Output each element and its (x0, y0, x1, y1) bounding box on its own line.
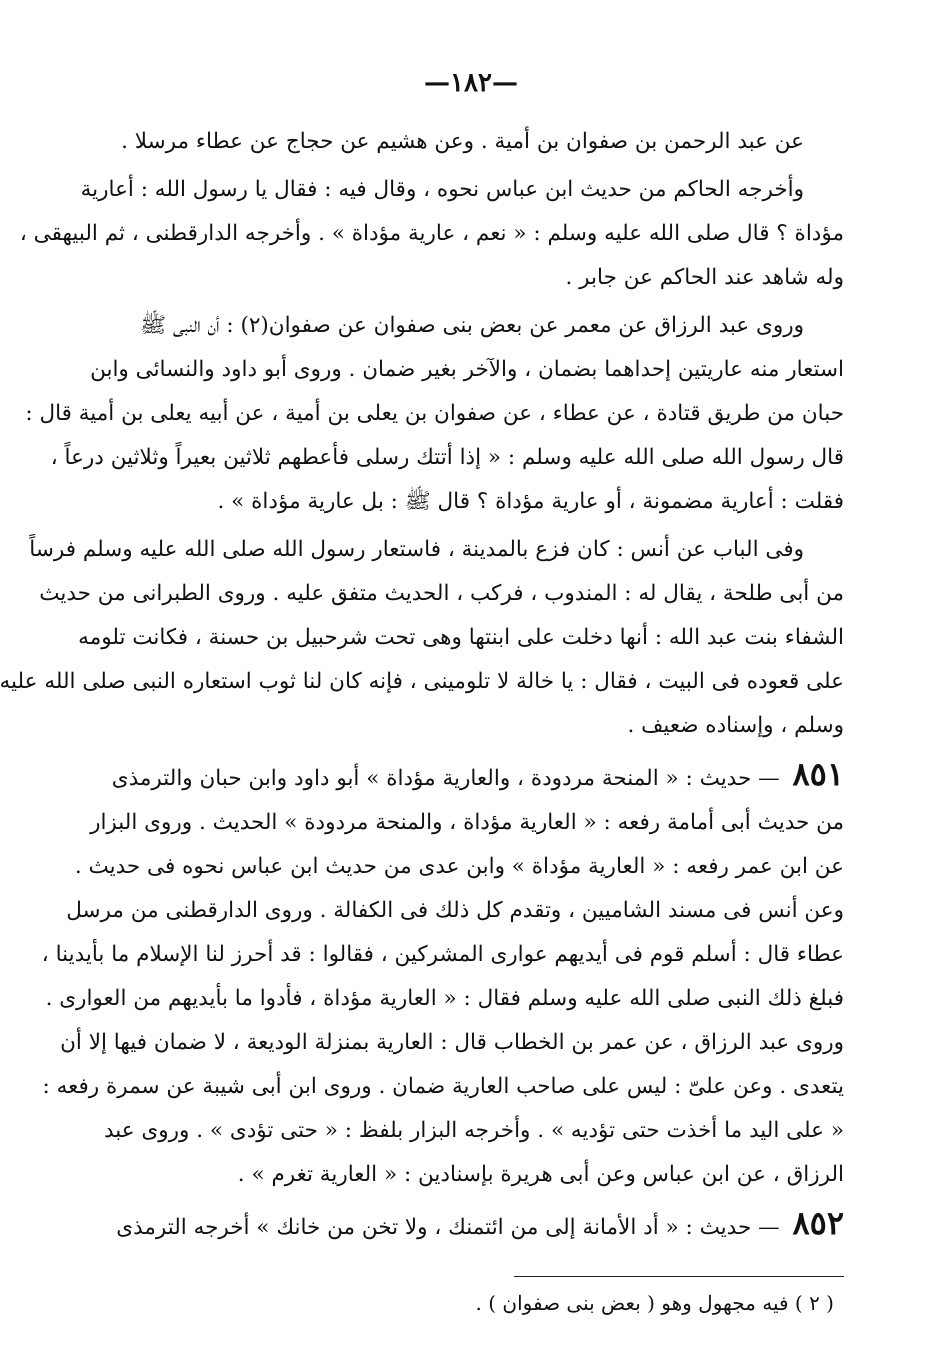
footnote-divider (514, 1276, 844, 1277)
text-line: حبان من طريق قتادة ، عن عطاء ، عن صفوان بن يعلى بن أمية ، عن أبيه يعلى بن أمية قال : (25, 401, 844, 426)
hadith-text: — حديث : « أد الأمانة إلى من ائتمنك ، ولا تخن من خانك » أخرجه الترمذى (116, 1215, 780, 1240)
text-line: وله شاهد عند الحاكم عن جابر . (565, 265, 844, 290)
text-line (98, 752, 844, 801)
text-line: الشفاء بنت عبد الله : أنها دخلت على ابنتها وهى تحت شرحبيل بن حسنة ، فكانت تلومه (78, 625, 844, 650)
hadith-text: — حديث : « المنحة مردودة ، والعارية مؤداة » أبو داود وابن حبان والترمذى (111, 766, 780, 791)
hadith-entry (98, 1201, 844, 1250)
text-line: وروى عبد الرزاق ، عن عمر بن الخطاب قال : العارية بمنزلة الوديعة ، لا ضمان فيها إلا أن (60, 1030, 844, 1055)
text-line: من أبى طلحة ، يقال له : المندوب ، فركب ، الحديث متفق عليه . وروى الطبرانى من حديث (39, 581, 844, 606)
text-line: قال رسول الله صلى الله عليه وسلم : « إذا أتتك رسلى فأعطهم ثلاثين بعيراً وثلاثين درعاً ، (50, 445, 844, 470)
paragraph (25, 304, 844, 524)
text-line: مؤداة ؟ قال صلى الله عليه وسلم : « نعم ، عارية مؤداة » . وأخرجه الدارقطنى ، ثم البيهقى ، (19, 221, 844, 246)
text-line (98, 1201, 844, 1250)
text-line: عطاء قال : أسلم قوم فى أيديهم عوارى المشركين ، فقالوا : قد أحرز لنا الإسلام ما بأيدينا ، (41, 942, 844, 967)
text-line: وروى عبد الرزاق عن معمر عن بعض بنى صفوان عن صفوان(٢) : أن النبى ﷺ (140, 313, 804, 338)
text-line: فبلغ ذلك النبى صلى الله عليه وسلم فقال : « العارية مؤداة ، فأدوا ما بأيديهم من العوارى . (45, 986, 844, 1011)
text-line: وأخرجه الحاكم من حديث ابن عباس نحوه ، وقال فيه : فقال يا رسول الله : أعارية (80, 177, 804, 202)
text-line: عن ابن عمر رفعه : « العارية مؤداة » وابن عدى من حديث ابن عباس نحوه فى حديث . (74, 854, 844, 879)
text-line: من حديث أبى أمامة رفعه : « العارية مؤداة ، والمنحة مردودة » الحديث . وروى البزار (90, 810, 844, 835)
text-line: وسلم ، وإسناده ضعيف . (627, 713, 844, 738)
text-line: يتعدى . وعن علىّ : ليس على صاحب العارية ضمان . وروى ابن أبى شيبة عن سمرة رفعه : (42, 1074, 844, 1099)
footnote: ( ٢ ) فيه مجهول وهو ( بعض بنى صفوان ) . (475, 1291, 834, 1315)
paragraph (0, 528, 844, 748)
page-number: —١٨٢— (424, 68, 518, 98)
text-line: فقلت : أعارية مضمونة ، أو عارية مؤداة ؟ قال ﷺ : بل عارية مؤداة » . (217, 489, 844, 514)
paragraph (98, 120, 844, 164)
hadith-number: ٨٥١ (792, 755, 844, 793)
text-line: « على اليد ما أخذت حتى تؤديه » . وأخرجه البزار بلفظ : « حتى تؤدى » . وروى عبد (104, 1118, 844, 1143)
hadith-entry (41, 752, 844, 1197)
text-line: الرزاق ، عن ابن عباس وعن أبى هريرة بإسنادين : « العارية تغرم » . (237, 1162, 844, 1187)
text-line: وفى الباب عن أنس : كان فزع بالمدينة ، فاستعار رسول الله صلى الله عليه وسلم فرساً (29, 537, 804, 562)
hadith-number: ٨٥٢ (792, 1204, 844, 1242)
text-line: عن عبد الرحمن بن صفوان بن أمية . وعن هشيم عن حجاج عن عطاء مرسلا . (121, 129, 804, 154)
text-line: على قعوده فى البيت ، فقال : يا خالة لا تلومينى ، فإنه كان لنا ثوب استعاره النبى صلى الله عليه (0, 669, 844, 694)
text-line: استعار منه عاريتين إحداهما بضمان ، والآخر بغير ضمان . وروى أبو داود والنسائى وابن (90, 357, 844, 382)
paragraph (19, 168, 844, 300)
text-line: وعن أنس فى مسند الشاميين ، وتقدم كل ذلك فى الكفالة . وروى الدارقطنى من مرسل (66, 898, 844, 923)
